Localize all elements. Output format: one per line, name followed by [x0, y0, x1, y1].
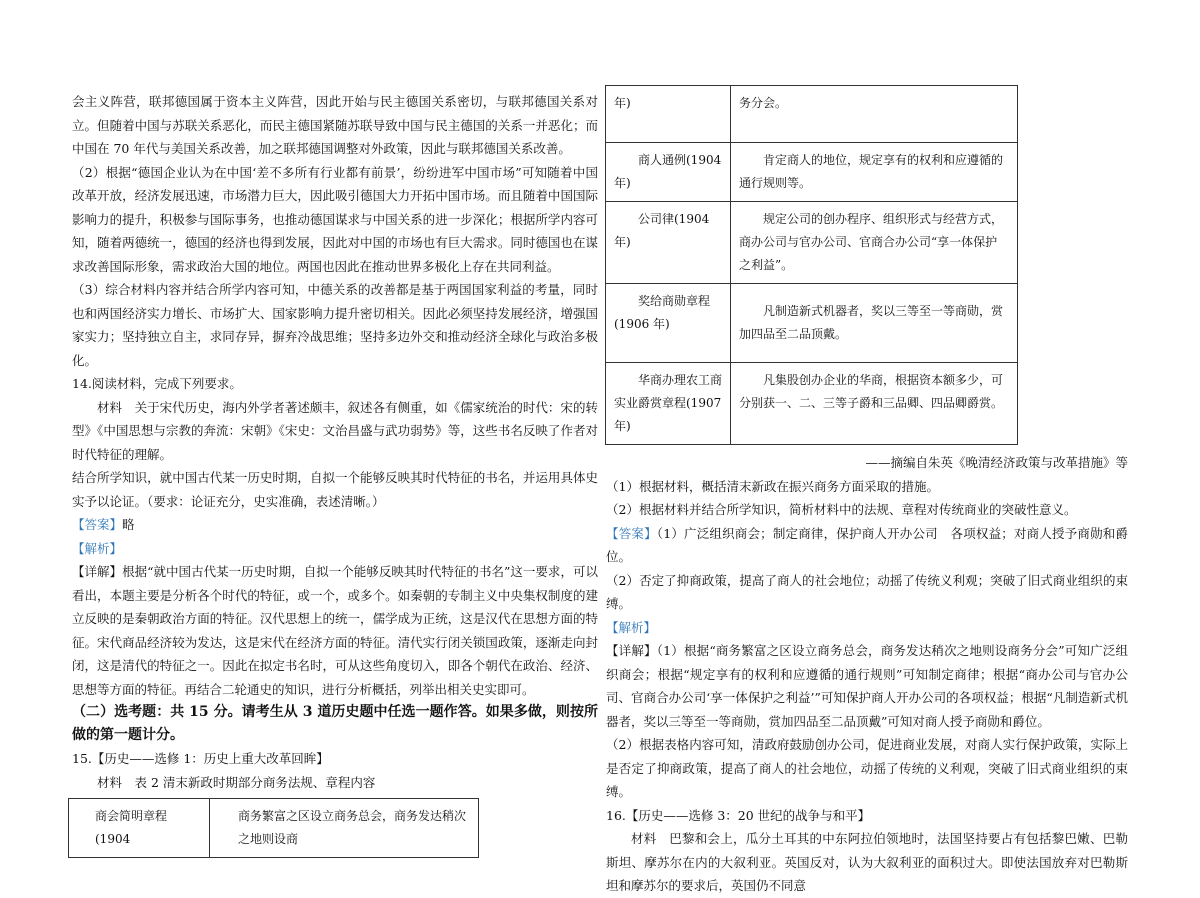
paragraph: （2）根据“德国企业认为在中国‘差不多所有行业都有前景’，纷纷进军中国市场”可知随着中国改革开放，经济发展迅速，市场潜力巨大，因此吸引德国大力开拓中国市场。而且随着中国国际影响力的提升，积极参与国际事务，也推动德国谋求与中国关系的进一步深化；根据所学内容可知，随着两德统一，德国的经济也得到发展，因此对中国的市场也有巨大需求。同时德国也在谋求改善国际形象，需求政治大国的地位。两国也因此在推动世界多极化上存在共同利益。: [72, 164, 598, 274]
table-cell: 商务繁富之区设立商务总会，商务发达稍次之地则设商: [210, 799, 479, 858]
detail-text: （2）根据表格内容可知，清政府鼓励创办公司，促进商业发展，对商人实行保护政策，实际上是否定了抑商政策，提高了商人的社会地位，动摇了传统的义利观，突破了旧式商业组织的束缚。: [606, 737, 1128, 799]
answer-text: （2）否定了抑商政策，提高了商人的社会地位；动摇了传统义利观；突破了旧式商业组织的束缚。: [606, 572, 1128, 611]
detail-tag: 【详解】: [72, 564, 123, 579]
table-cell: 公司律(1904 年): [606, 202, 731, 284]
table-row: [606, 363, 1018, 445]
table-cell: 商会简明章程(1904: [69, 799, 210, 858]
table-row: [606, 143, 1018, 202]
table-row: [69, 799, 479, 858]
analysis-tag: 【解析】: [606, 619, 657, 635]
question-15: 15.【历史——选修 1：历史上重大改革回眸】: [72, 751, 329, 766]
regulations-table-part2: [605, 85, 1018, 445]
table-cell: 商人通例(1904 年): [606, 143, 731, 202]
analysis-tag: 【解析】: [72, 540, 123, 556]
question-task: 结合所学知识，就中国古代某一历史时期，自拟一个能够反映其时代特征的书名，并运用具体史实予以论证。（要求：论证充分，史实准确，表述清晰。）: [72, 470, 598, 509]
paragraph: （3）综合材料内容并结合所学内容可知，中德关系的改善都是基于两国国家利益的考量，同时也和两国经济实力增长、市场扩大、国家影响力提升密切相关。因此必须坚持发展经济，增强国家实力；坚持独立自主，求同存异，摒弃冷战思维；坚持多边外交和推动经济全球化与政治多极化。: [72, 282, 598, 368]
table-row: [606, 86, 1018, 143]
source-citation: ——摘编自朱英《晚清经济政策与改革措施》等: [865, 455, 1128, 470]
section-heading: （二）选考题：共 15 分。请考生从 3 道历史题中任选一题作答。如果多做，则按所做的第一题计分。: [72, 704, 598, 743]
regulations-table-part1: [68, 798, 479, 858]
detail-tag: 【详解】: [606, 643, 657, 658]
answer-text: 略: [122, 517, 135, 532]
table-cell: 奖给商勋章程(1906 年): [606, 284, 731, 363]
sub-question-1: （1）根据材料，概括清末新政在振兴商务方面采取的措施。: [606, 478, 939, 494]
table-cell: 凡制造新式机器者，奖以三等至一等商勋，赏加四品至二品顶戴。: [731, 284, 1018, 363]
table-cell: 华商办理农工商实业爵赏章程(1907 年): [606, 363, 731, 445]
sub-question-2: （2）根据材料并结合所学知识，简析材料中的法规、章程对传统商业的突破性意义。: [606, 502, 1077, 517]
table-cell: 年): [606, 86, 731, 143]
answer-tag: 【答案】: [606, 525, 657, 541]
paragraph: 会主义阵营，联邦德国属于资本主义阵营，因此开始与民主德国关系密切，与联邦德国关系对立。但随着中国与苏联关系恶化，而民主德国紧随苏联导致中国与民主德国的关系一并恶化；而中国在 70 年代与美国关系改善，加之联邦德国调整对外政策，因此与联邦德国关系改善。: [72, 94, 598, 156]
detail-text: （1）根据“商务繁富之区设立商务总会，商务发达稍次之地则设商务分会”可知广泛组织商会；根据“规定享有的权利和应遵循的通行规则”可知制定商律；根据“商办公司与官办公司、官商合办公司‘享一体保护之利益’”可知保护商人开办公司的各项权益；根据“凡制造新式机器者，奖以三等至一等商勋，赏加四品至二品顶戴”可知对商人授予商勋和爵位。: [606, 643, 1128, 729]
answer-tag: 【答案】: [72, 517, 123, 532]
table-cell: 肯定商人的地位，规定享有的权利和应遵循的通行规则等。: [731, 143, 1018, 202]
material-caption: 材料 表 2 清末新政时期部分商务法规、章程内容: [97, 774, 376, 790]
material-text: 材料 巴黎和会上，瓜分土耳其的中东阿拉伯领地时，法国坚持要占有包括黎巴嫩、巴勒斯坦、摩苏尔在内的大叙利亚。英国反对，认为大叙利亚的面积过大。即使法国放弃对巴勒斯坦和摩苏尔的要求后，英国仍不同意: [606, 831, 1128, 893]
right-column: [606, 85, 1128, 898]
answer-text: （1）广泛组织商会；制定商律，保护商人开办公司 各项权益；对商人授予商勋和爵位。: [606, 525, 1128, 564]
detail-text: 根据“就中国古代某一历史时期，自拟一个能够反映其时代特征的书名”这一要求，可以看出，本题主要是分析各个时代的特征，或一个，或多个。如秦朝的专制主义中央集权制度的建立反映的是秦朝政治方面的特征。汉代思想上的统一，儒学成为正统，这是汉代在思想方面的特征。宋代商品经济较为发达，这是宋代在经济方面的特征。清代实行闭关锁国政策，逐渐走向封闭，这是清代的特征之一。因此在拟定书名时，可从这些角度切入，即各个朝代在政治、经济、思想等方面的特征。再结合二轮通史的知识，进行分析概括，列举出相关史实即可。: [72, 564, 598, 697]
table-cell: 凡集股创办企业的华商，根据资本额多少，可分别获一、二、三等子爵和三品卿、四品卿爵赏。: [731, 363, 1018, 445]
table-row: [606, 202, 1018, 284]
material-text: 材料 关于宋代历史，海内外学者著述颇丰，叙述各有侧重，如《儒家统治的时代：宋的转型》《中国思想与宗教的奔流：宋朝》《宋史：文治昌盛与武功弱势》等，这些书名反映了作者对时代特征的理解。: [72, 399, 598, 462]
question-16: 16.【历史——选修 3：20 世纪的战争与和平】: [606, 807, 871, 823]
table-cell: 规定公司的创办程序、组织形式与经营方式，商办公司与官办公司、官商合办公司“享一体保护之利益”。: [731, 202, 1018, 284]
table-cell: 务分会。: [731, 86, 1018, 143]
left-column: [72, 90, 598, 858]
question-14: 14.阅读材料，完成下列要求。: [72, 376, 242, 391]
table-row: [606, 284, 1018, 363]
